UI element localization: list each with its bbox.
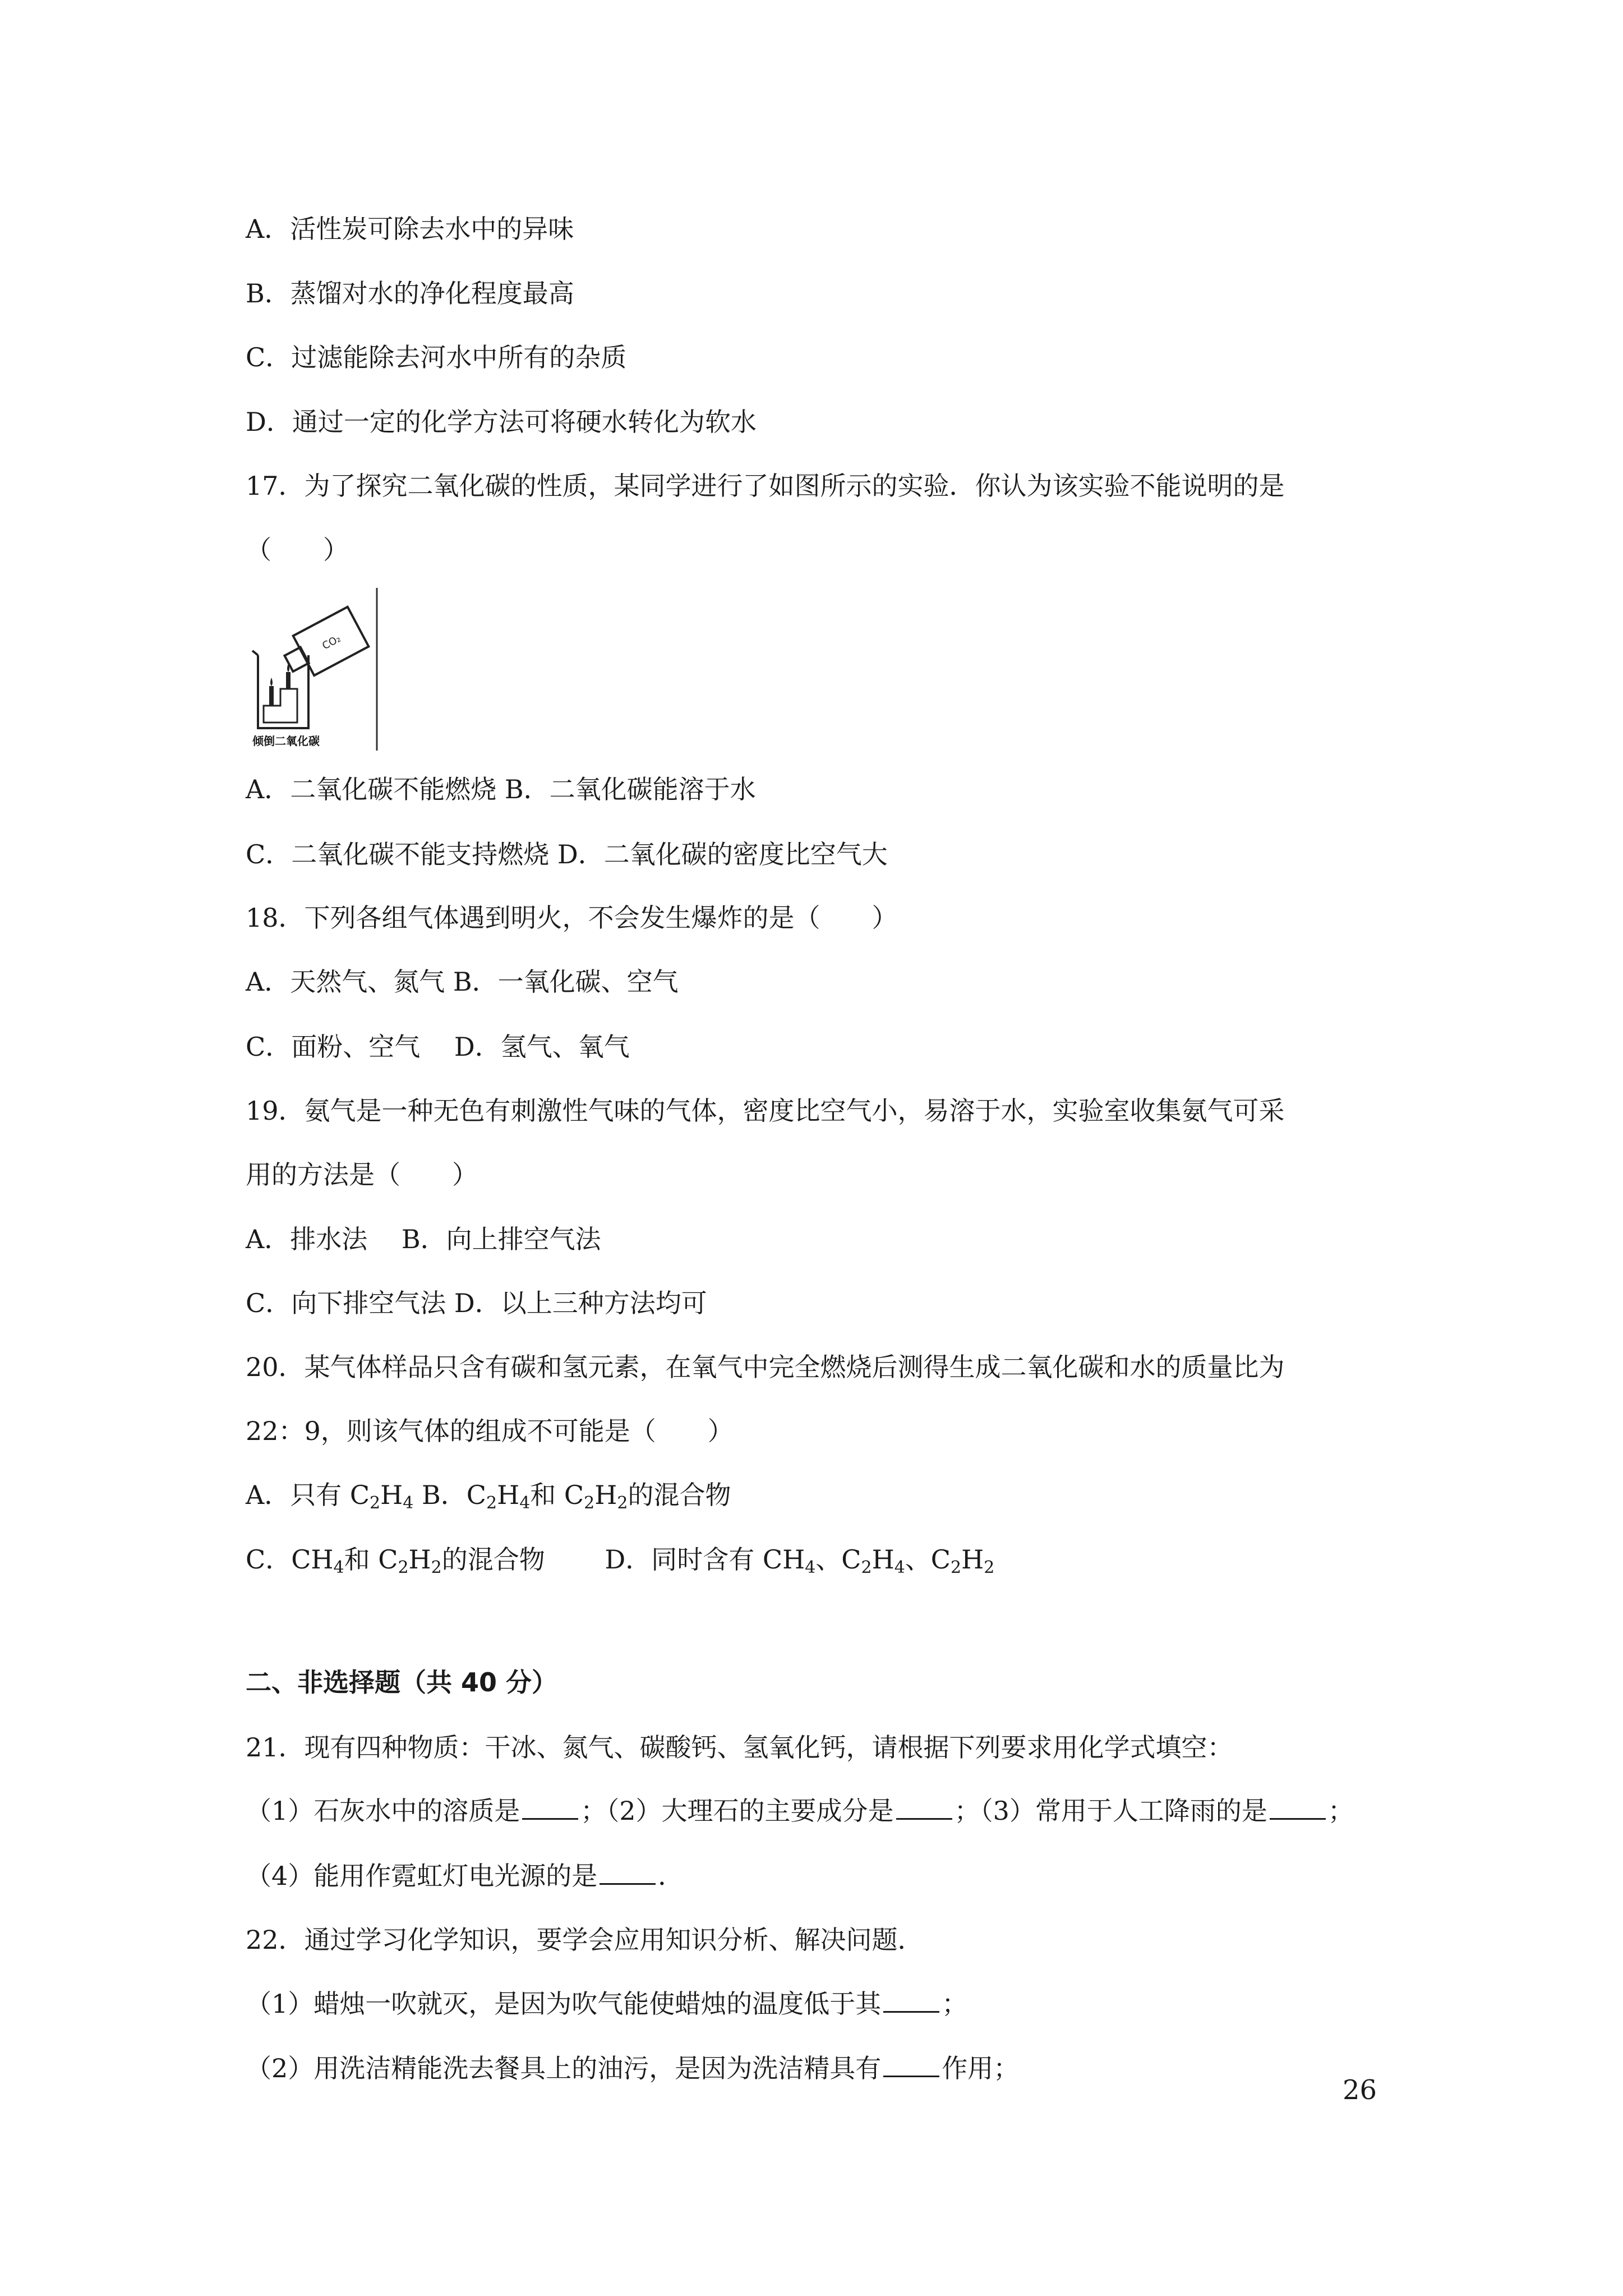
q20-cd-text: H: [408, 1544, 431, 1575]
answer-blank[interactable]: [522, 1799, 578, 1820]
q20-ab-text: H: [497, 1480, 520, 1510]
page-number: 26: [1343, 2074, 1377, 2106]
q19-options-ab: A．排水法 B．向上排空气法: [246, 1224, 601, 1254]
q20-ab-text: 和 C: [530, 1480, 584, 1510]
q16-option-a: A．活性炭可除去水中的异味: [246, 214, 574, 244]
q20-ab-text: B．C: [413, 1480, 486, 1510]
beaker-candles-illustration: [247, 588, 381, 751]
q21-part-4: [246, 1863, 684, 1889]
subscript: 2: [984, 1558, 995, 1577]
q18-options-cd: C．面粉、空气 D．氢气、氧气: [246, 1032, 630, 1062]
q17-options-ab: A．二氧化碳不能燃烧 B．二氧化碳能溶于水: [246, 774, 756, 804]
q19-stem-cont: 用的方法是（ ）: [246, 1159, 478, 1190]
q20-cd-text: 和 C: [344, 1544, 398, 1575]
q20-ab-text: H: [380, 1480, 403, 1510]
q21-parts-1-3: [246, 1798, 1354, 1824]
q22-text: （1）蜡烛一吹就灭，是因为吹气能使蜡烛的温度低于其: [246, 1989, 882, 2019]
q20-cd-text: C．CH: [246, 1544, 334, 1575]
q19-options-cd: C．向下排空气法 D．以上三种方法均可: [246, 1288, 707, 1318]
q22-part-1: [246, 1991, 967, 2017]
answer-blank[interactable]: [1270, 1799, 1326, 1820]
q21-text: ；（2）大理石的主要成分是: [580, 1796, 894, 1826]
q22-part-2: [246, 2055, 1019, 2081]
q20-cd-text: 、C: [815, 1544, 861, 1575]
subscript: 4: [403, 1493, 414, 1513]
answer-blank[interactable]: [600, 1864, 656, 1885]
q20-ab-text: A．只有 C: [246, 1480, 370, 1510]
q16-option-d: D．通过一定的化学方法可将硬水转化为软水: [246, 407, 757, 437]
q21-text: （4）能用作霓虹灯电光源的是: [246, 1861, 598, 1891]
q20-cd-text: 、C: [905, 1544, 951, 1575]
subscript: 4: [333, 1558, 344, 1577]
q17-stem-bracket: （ ）: [246, 535, 349, 565]
q21-text: ；（3）常用于人工降雨的是: [954, 1796, 1267, 1826]
q17-options-cd: C．二氧化碳不能支持燃烧 D．二氧化碳的密度比空气大: [246, 839, 888, 869]
subscript: 4: [805, 1558, 816, 1577]
q18-options-ab: A．天然气、氮气 B．一氧化碳、空气: [246, 967, 679, 997]
subscript: 2: [584, 1493, 595, 1513]
q22-text: （2）用洗洁精能洗去餐具上的油污，是因为洗洁精具有: [246, 2053, 882, 2083]
q16-option-b: B．蒸馏对水的净化程度最高: [246, 278, 574, 309]
q16-option-c: C．过滤能除去河水中所有的杂质: [246, 342, 627, 372]
q17-stem: 17．为了探究二氧化碳的性质，某同学进行了如图所示的实验．你认为该实验不能说明的是: [246, 471, 1285, 501]
q20-options-ab: [246, 1482, 731, 1512]
subscript: 2: [431, 1558, 442, 1577]
q22-stem: 22．通过学习化学知识，要学会应用知识分析、解决问题．: [246, 1925, 924, 1955]
q18-stem: 18．下列各组气体遇到明火，不会发生爆炸的是（ ）: [246, 903, 898, 933]
q21-text: ．: [658, 1861, 684, 1891]
q20-cd-text: H: [872, 1544, 895, 1575]
subscript: 2: [861, 1558, 872, 1577]
q20-stem-cont: 22：9，则该气体的组成不可能是（ ）: [246, 1416, 734, 1446]
subscript: 2: [486, 1493, 497, 1513]
subscript: 4: [519, 1493, 531, 1513]
q20-cd-text: 的混合物 D．同时含有 CH: [441, 1544, 805, 1575]
subscript: 2: [398, 1558, 409, 1577]
q20-cd-text: H: [961, 1544, 984, 1575]
q20-ab-text: 的混合物: [628, 1480, 731, 1510]
answer-blank[interactable]: [896, 1799, 952, 1820]
co2-pouring-figure: [247, 588, 381, 751]
bottle-label: CO₂: [320, 632, 343, 652]
answer-blank[interactable]: [883, 2056, 939, 2077]
q22-text: ；: [942, 1989, 968, 2019]
subscript: 2: [617, 1493, 628, 1513]
q19-stem: 19．氨气是一种无色有刺激性气味的气体，密度比空气小，易溶于水，实验室收集氨气可采: [246, 1096, 1285, 1126]
q20-ab-text: H: [594, 1480, 617, 1510]
q20-options-cd: [246, 1544, 995, 1577]
q21-stem: 21．现有四种物质：干冰、氮气、碳酸钙、氢氧化钙，请根据下列要求用化学式填空：: [246, 1732, 1233, 1763]
subscript: 2: [370, 1493, 381, 1513]
answer-blank[interactable]: [883, 1992, 939, 2013]
q21-text: ；: [1327, 1796, 1354, 1826]
q21-text: （1）石灰水中的溶质是: [246, 1796, 520, 1826]
q20-stem: 20．某气体样品只含有碳和氢元素，在氧气中完全燃烧后测得生成二氧化碳和水的质量比为: [246, 1352, 1285, 1382]
subscript: 4: [894, 1558, 905, 1577]
section-heading: 二、非选择题（共 40 分）: [246, 1667, 558, 1697]
q22-text: 作用；: [942, 2053, 1020, 2083]
figure-caption: 倾倒二氧化碳: [252, 734, 320, 748]
subscript: 2: [951, 1558, 962, 1577]
